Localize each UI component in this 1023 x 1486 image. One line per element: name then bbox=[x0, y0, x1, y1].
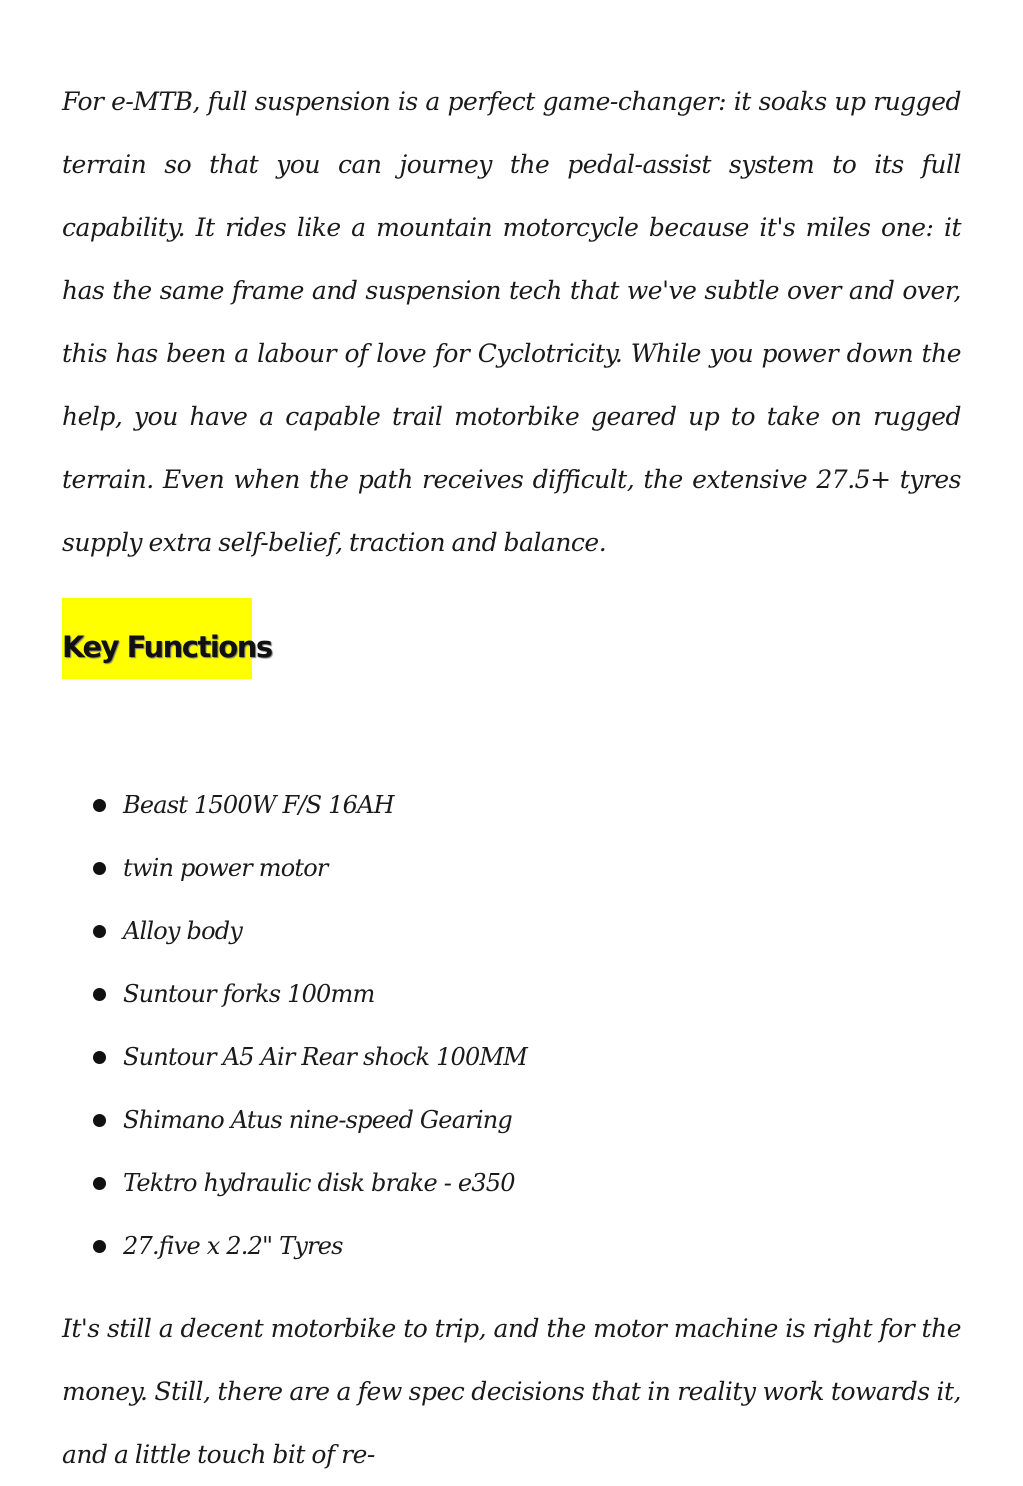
bullet-icon bbox=[93, 1177, 106, 1190]
list-item-text: Suntour forks 100mm bbox=[123, 980, 375, 1008]
list-item-text: twin power motor bbox=[123, 854, 328, 882]
outro-wrap bbox=[62, 1297, 961, 1486]
list-item-text: Suntour A5 Air Rear shock 100MM bbox=[123, 1043, 528, 1071]
list-item-text: 27.five x 2.2" Tyres bbox=[123, 1232, 343, 1260]
bullet-icon bbox=[93, 925, 106, 938]
bullet-icon bbox=[93, 799, 106, 812]
bullet-icon bbox=[93, 1240, 106, 1253]
list-item-text: Beast 1500W F/S 16AH bbox=[123, 791, 394, 819]
bullet-icon bbox=[93, 1051, 106, 1064]
list-item-text: Shimano Atus nine-speed Gearing bbox=[123, 1106, 512, 1134]
list-item bbox=[62, 779, 961, 842]
list-item bbox=[62, 842, 961, 905]
section-heading-highlight bbox=[62, 598, 272, 679]
list-item bbox=[62, 1220, 961, 1283]
feature-list bbox=[62, 779, 961, 1283]
list-item bbox=[62, 905, 961, 968]
bullet-icon bbox=[93, 862, 106, 875]
document-page bbox=[62, 70, 961, 1486]
section-heading: Key Functions bbox=[62, 630, 272, 664]
list-item bbox=[62, 1157, 961, 1220]
list-item bbox=[62, 968, 961, 1031]
list-item bbox=[62, 1031, 961, 1094]
list-item-text: Alloy body bbox=[123, 917, 243, 945]
list-item bbox=[62, 1094, 961, 1157]
list-item-text: Tektro hydraulic disk brake - e350 bbox=[123, 1169, 515, 1197]
intro-paragraph: For e-MTB, full suspension is a perfect game-changer: it soaks up rugged terrain so that you can journey the pedal-assist system to its full capability. It rides like a mountain motorcycle because it's miles one: it has the same frame and suspension tech that we've subtle over and over, this has been a labour of love for Cyclotricity. While you power down the help, you have a capable trail motorbike geared up to take on rugged terrain. Even when the path receives difficult, the extensive 27.5+ tyres supply extra self-belief, traction and balance. bbox=[62, 87, 961, 557]
bullet-icon bbox=[93, 988, 106, 1001]
outro-paragraph: It's still a decent motorbike to trip, and the motor machine is right for the money. Still, there are a few spec decisions that in reality work towards it, and a little touch bit of re- bbox=[62, 1314, 961, 1469]
bullet-icon bbox=[93, 1114, 106, 1127]
